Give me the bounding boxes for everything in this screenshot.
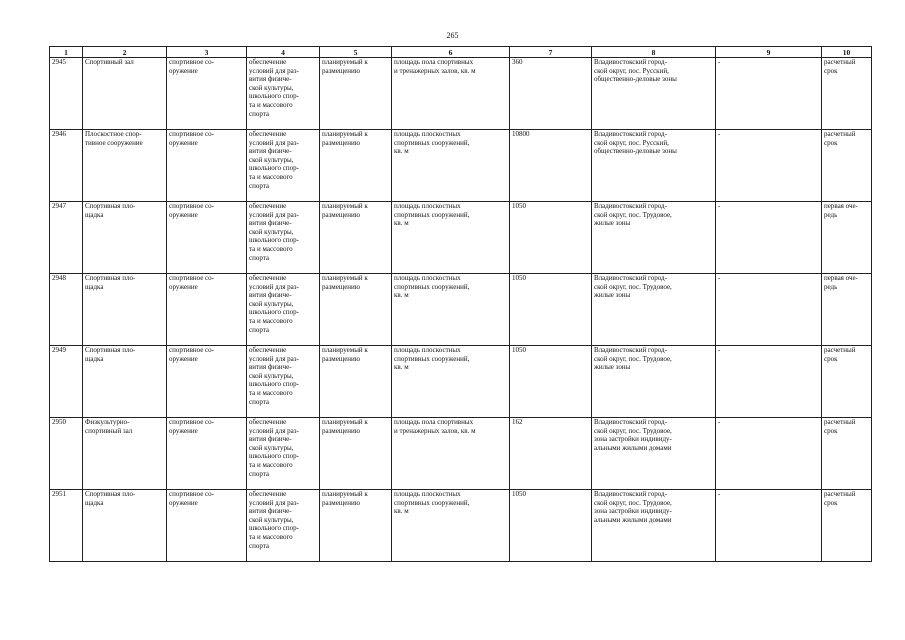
- cell-term: первая оче- редь: [822, 202, 872, 274]
- cell-value: 1050: [510, 490, 592, 562]
- cell-value: 162: [510, 418, 592, 490]
- cell-status: планируемый к размещению: [320, 130, 392, 202]
- cell-object-type: спортивное со- оружение: [167, 130, 247, 202]
- cell-value: 1050: [510, 202, 592, 274]
- cell-object-type: спортивное со- оружение: [167, 490, 247, 562]
- table-row: [50, 58, 872, 130]
- cell-object-name: Спортивная пло- щадка: [83, 346, 167, 418]
- cell-term: расчетный срок: [822, 490, 872, 562]
- cell-characteristic: площадь пола спортивных и тренажерных залов, кв. м: [392, 58, 510, 130]
- cell-zone: -: [716, 346, 822, 418]
- cell-characteristic: площадь плоскостных спортивных сооружений, кв. м: [392, 490, 510, 562]
- cell-location: Владивостокский город- ской округ, пос. Трудовое, зона застройки индивиду- альными жилыми домами: [592, 418, 716, 490]
- cell-number: 2949: [50, 346, 83, 418]
- cell-location: Владивостокский город- ской округ, пос. Трудовое, жилые зоны: [592, 274, 716, 346]
- cell-location: Владивостокский город- ской округ, пос. Трудовое, зона застройки индивиду- альными жилыми домами: [592, 490, 716, 562]
- cell-purpose: обеспечение условий для раз- вития физиче- ской культуры, школьного спор- та и массового спорта: [247, 418, 320, 490]
- cell-zone: -: [716, 58, 822, 130]
- cell-object-name: Спортивный зал: [83, 58, 167, 130]
- cell-purpose: обеспечение условий для раз- вития физиче- ской культуры, школьного спор- та и массового спорта: [247, 274, 320, 346]
- cell-location: Владивостокский город- ской округ, пос. Трудовое, жилые зоны: [592, 346, 716, 418]
- column-header: 10: [822, 47, 872, 58]
- cell-zone: -: [716, 274, 822, 346]
- cell-status: планируемый к размещению: [320, 202, 392, 274]
- cell-number: 2945: [50, 58, 83, 130]
- column-header: 3: [167, 47, 247, 58]
- cell-value: 360: [510, 58, 592, 130]
- cell-term: первая оче- редь: [822, 274, 872, 346]
- cell-location: Владивостокский город- ской округ, пос. Русский, общественно-деловые зоны: [592, 130, 716, 202]
- cell-status: планируемый к размещению: [320, 418, 392, 490]
- cell-term: расчетный срок: [822, 130, 872, 202]
- cell-purpose: обеспечение условий для раз- вития физиче- ской культуры, школьного спор- та и массового спорта: [247, 202, 320, 274]
- cell-object-type: спортивное со- оружение: [167, 346, 247, 418]
- cell-object-name: Спортивная пло- щадка: [83, 274, 167, 346]
- column-header: 1: [50, 47, 83, 58]
- table-row: [50, 346, 872, 418]
- table-row: [50, 202, 872, 274]
- cell-term: расчетный срок: [822, 58, 872, 130]
- cell-status: планируемый к размещению: [320, 58, 392, 130]
- cell-purpose: обеспечение условий для раз- вития физиче- ской культуры, школьного спор- та и массового спорта: [247, 58, 320, 130]
- cell-object-type: спортивное со- оружение: [167, 274, 247, 346]
- cell-characteristic: площадь пола спортивных и тренажерных залов, кв. м: [392, 418, 510, 490]
- table-row: [50, 130, 872, 202]
- cell-number: 2950: [50, 418, 83, 490]
- table-row: [50, 490, 872, 562]
- column-header: 4: [247, 47, 320, 58]
- column-header: 6: [392, 47, 510, 58]
- cell-characteristic: площадь плоскостных спортивных сооружений, кв. м: [392, 130, 510, 202]
- cell-number: 2947: [50, 202, 83, 274]
- cell-characteristic: площадь плоскостных спортивных сооружений, кв. м: [392, 274, 510, 346]
- cell-object-type: спортивное со- оружение: [167, 418, 247, 490]
- cell-zone: -: [716, 490, 822, 562]
- cell-value: 1050: [510, 346, 592, 418]
- cell-object-type: спортивное со- оружение: [167, 58, 247, 130]
- cell-zone: -: [716, 130, 822, 202]
- cell-term: расчетный срок: [822, 418, 872, 490]
- column-header: 2: [83, 47, 167, 58]
- column-header: 5: [320, 47, 392, 58]
- cell-zone: -: [716, 418, 822, 490]
- cell-zone: -: [716, 202, 822, 274]
- table-row: [50, 418, 872, 490]
- cell-object-name: Спортивная пло- щадка: [83, 202, 167, 274]
- cell-number: 2948: [50, 274, 83, 346]
- cell-status: планируемый к размещению: [320, 490, 392, 562]
- cell-status: планируемый к размещению: [320, 274, 392, 346]
- column-header: 7: [510, 47, 592, 58]
- cell-location: Владивостокский город- ской округ, пос. Трудовое, жилые зоны: [592, 202, 716, 274]
- cell-value: 10800: [510, 130, 592, 202]
- table-row: [50, 274, 872, 346]
- cell-object-name: Физкультурно- спортивный зал: [83, 418, 167, 490]
- cell-purpose: обеспечение условий для раз- вития физиче- ской культуры, школьного спор- та и массового спорта: [247, 346, 320, 418]
- cell-location: Владивостокский город- ской округ, пос. Русский, общественно-деловые зоны: [592, 58, 716, 130]
- cell-value: 1050: [510, 274, 592, 346]
- column-header: 8: [592, 47, 716, 58]
- cell-characteristic: площадь плоскостных спортивных сооружений, кв. м: [392, 202, 510, 274]
- cell-purpose: обеспечение условий для раз- вития физиче- ской культуры, школьного спор- та и массового спорта: [247, 130, 320, 202]
- cell-number: 2946: [50, 130, 83, 202]
- cell-object-type: спортивное со- оружение: [167, 202, 247, 274]
- cell-term: расчетный срок: [822, 346, 872, 418]
- cell-purpose: обеспечение условий для раз- вития физиче- ской культуры, школьного спор- та и массового спорта: [247, 490, 320, 562]
- column-header: 9: [716, 47, 822, 58]
- cell-object-name: Плоскостное спор- тивное сооружение: [83, 130, 167, 202]
- cell-characteristic: площадь плоскостных спортивных сооружений, кв. м: [392, 346, 510, 418]
- header-row: [50, 47, 872, 58]
- cell-object-name: Спортивная пло- щадка: [83, 490, 167, 562]
- cell-number: 2951: [50, 490, 83, 562]
- cell-status: планируемый к размещению: [320, 346, 392, 418]
- page-number: 265: [446, 31, 459, 40]
- data-table: [49, 46, 872, 562]
